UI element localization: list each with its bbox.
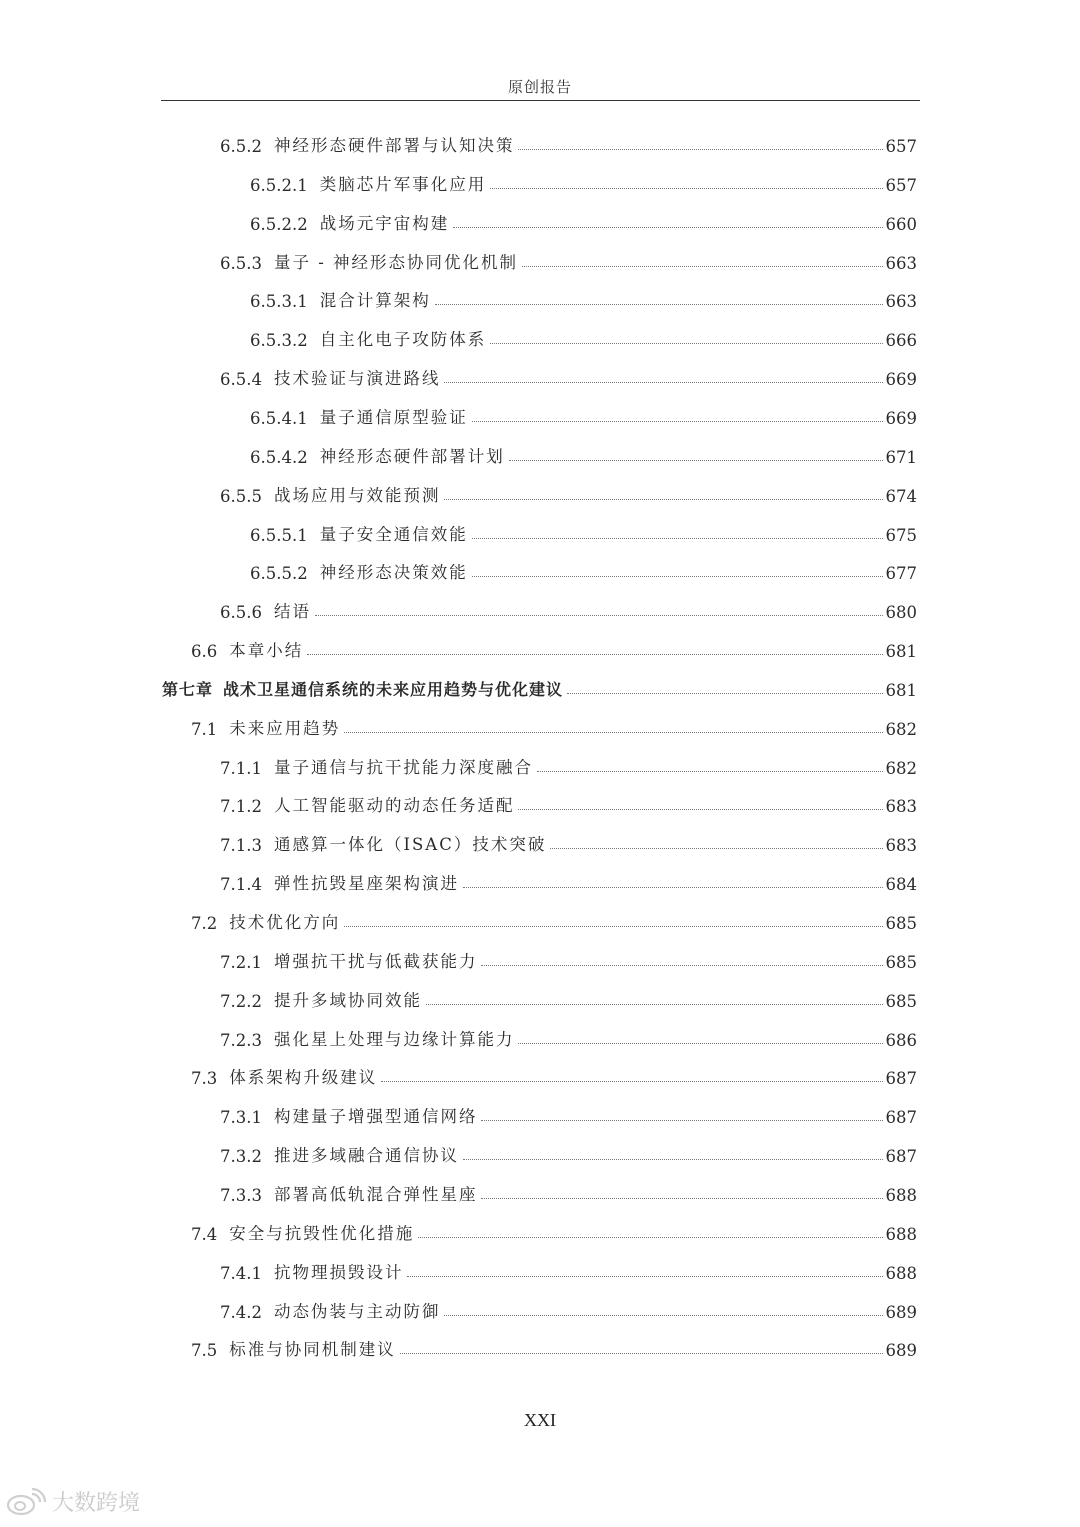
dot-leader (418, 1236, 883, 1238)
toc-entry-title: 量子安全通信效能 (319, 524, 468, 544)
toc-entry-number: 7.2.2 (220, 991, 262, 1011)
toc-entry-number: 6.5.5.1 (250, 525, 308, 545)
toc-entry-title: 结语 (273, 602, 311, 622)
toc-entry (250, 435, 917, 467)
toc-entry-title: 提升多域协同效能 (273, 990, 422, 1010)
dot-leader (490, 342, 883, 344)
watermark-text: 大数跨境 (52, 1491, 141, 1516)
toc-entry (191, 1212, 917, 1244)
toc-entry-title: 技术验证与演进路线 (273, 369, 441, 389)
dot-leader (567, 692, 883, 694)
toc-entry-page: 681 (885, 680, 917, 700)
toc-entry-number: 7.3.3 (220, 1185, 262, 1205)
dot-leader (490, 187, 883, 189)
dot-leader (400, 1352, 883, 1354)
toc-entry-page: 674 (885, 486, 917, 506)
toc-entry-page: 688 (885, 1263, 917, 1283)
toc-entry-page: 687 (885, 1108, 917, 1128)
toc-entry-number: 6.5.6 (220, 603, 262, 623)
toc-entry-title: 弹性抗毁星座架构演进 (273, 874, 459, 894)
toc-entry (220, 1251, 917, 1283)
toc-entry-title: 量子通信原型验证 (319, 407, 468, 427)
dot-leader (518, 148, 883, 150)
toc-entry-title: 技术优化方向 (229, 913, 341, 932)
toc-entry-title: 构建量子增强型通信网络 (273, 1107, 478, 1127)
toc-entry-number: 7.1.1 (220, 758, 262, 778)
dot-leader (522, 265, 883, 267)
toc-entry-page: 660 (885, 214, 917, 234)
toc-entry-page: 669 (885, 408, 917, 428)
toc-entry-number: 7.1.2 (220, 797, 262, 817)
toc-entry (220, 124, 917, 156)
toc-entry-title: 人工智能驱动的动态任务适配 (273, 796, 515, 816)
toc-entry-page: 685 (885, 914, 917, 933)
toc-entry-number: 7.3.2 (220, 1147, 262, 1167)
toc-entry-title: 战术卫星通信系统的未来应用趋势与优化建议 (223, 679, 564, 699)
toc-entry (220, 940, 917, 972)
toc-entry-title: 安全与抗毁性优化措施 (229, 1223, 415, 1243)
toc-entry-number: 7.1 (191, 719, 218, 739)
dot-leader (344, 925, 883, 927)
toc-entry (250, 163, 917, 195)
dot-leader (518, 1042, 883, 1044)
toc-entry-number: 6.5.4.1 (250, 408, 308, 428)
toc-entry-page: 681 (885, 642, 917, 662)
toc-entry-title: 未来应用趋势 (229, 718, 341, 738)
toc-entry (220, 590, 917, 622)
toc-entry (220, 1173, 917, 1205)
toc-entry-page: 657 (885, 137, 917, 156)
toc-entry-number: 6.5.3.1 (250, 292, 308, 312)
toc-entry (220, 1018, 917, 1050)
dot-leader (481, 1119, 883, 1121)
toc-entry-number: 7.3 (191, 1069, 218, 1089)
toc-entry-page: 684 (885, 875, 917, 895)
toc-entry-number: 6.5.4 (220, 370, 262, 390)
toc-entry-number: 7.5 (191, 1341, 218, 1361)
toc-entry-page: 675 (885, 525, 917, 545)
toc-entry-number: 7.3.1 (220, 1108, 262, 1128)
toc-entry-title: 神经形态硬件部署与认知决策 (273, 136, 515, 155)
dot-leader (509, 459, 883, 461)
toc-entry-number: 7.4.2 (220, 1302, 262, 1322)
toc-entry (220, 241, 917, 273)
toc-entry (250, 396, 917, 428)
toc-entry (220, 474, 917, 506)
toc-entry-page: 687 (885, 1069, 917, 1089)
toc-entry-page: 671 (885, 447, 917, 467)
toc-entry-title: 量子通信与抗干扰能力深度融合 (273, 757, 533, 777)
toc-entry-number: 6.5.3.2 (250, 331, 308, 351)
toc-entry-page: 677 (885, 564, 917, 584)
toc-entry-number: 6.6 (191, 642, 218, 662)
dot-leader (435, 303, 883, 305)
toc-entry-number: 7.1.3 (220, 836, 262, 856)
toc-entry-number: 7.2.1 (220, 952, 262, 972)
toc-entry-title: 战场应用与效能预测 (273, 485, 441, 505)
dot-leader (481, 1197, 883, 1199)
dot-leader (444, 1314, 883, 1316)
dot-leader (444, 381, 883, 383)
toc-entry-page: 683 (885, 836, 917, 856)
toc-entry-number: 6.5.3 (220, 253, 262, 273)
page-header-title: 原创报告 (507, 78, 572, 96)
dot-leader (463, 1158, 883, 1160)
dot-leader (344, 731, 883, 733)
toc-entry (220, 823, 917, 855)
toc-entry-page: 683 (885, 797, 917, 817)
toc-entry-number: 7.1.4 (220, 875, 262, 895)
toc-entry-title: 混合计算架构 (319, 291, 431, 311)
toc-entry-page: 663 (885, 253, 917, 273)
dot-leader (537, 770, 883, 772)
dot-leader (550, 847, 883, 849)
toc-entry-title: 动态伪装与主动防御 (273, 1301, 441, 1321)
toc-entry (250, 513, 917, 545)
weibo-logo-icon (6, 1488, 46, 1516)
toc-entry-title: 通感算一体化（ISAC）技术突破 (273, 835, 547, 855)
dot-leader (518, 808, 883, 810)
toc-entry-number: 7.4 (191, 1224, 218, 1244)
toc-entry-page: 669 (885, 370, 917, 390)
toc-entry (220, 979, 917, 1011)
toc-entry-title: 推进多域融合通信协议 (273, 1146, 459, 1166)
header-rule (161, 100, 920, 101)
toc-entry-page: 687 (885, 1147, 917, 1167)
toc-entry-page: 688 (885, 1224, 917, 1244)
toc-entry-number: 6.5.2.1 (250, 175, 308, 195)
dot-leader (307, 653, 883, 655)
dot-leader (472, 575, 883, 577)
toc-entry-page: 685 (885, 991, 917, 1011)
toc-entry-page: 663 (885, 292, 917, 312)
watermark (6, 1486, 140, 1517)
toc-entry-number: 6.5.5 (220, 486, 262, 506)
toc-entry (191, 1328, 917, 1360)
dot-leader (407, 1275, 883, 1277)
toc-entry-title: 神经形态决策效能 (319, 563, 468, 583)
toc-entry-number: 6.5.4.2 (250, 447, 308, 467)
dot-leader (481, 964, 883, 966)
dot-leader (472, 420, 883, 422)
toc-entry-page: 688 (885, 1185, 917, 1205)
toc-chapter-entry (162, 668, 917, 700)
toc-entry-title: 类脑芯片军事化应用 (319, 174, 487, 194)
toc-entry-page: 680 (885, 603, 917, 623)
toc-entry-title: 量子 - 神经形态协同优化机制 (273, 252, 519, 272)
toc-entry-title: 战场元宇宙构建 (319, 213, 450, 233)
dot-leader (453, 226, 883, 228)
toc-entry-page: 666 (885, 331, 917, 351)
toc-entry (220, 1290, 917, 1322)
toc-entry-number: 6.5.5.2 (250, 564, 308, 584)
toc-entry (220, 1095, 917, 1127)
dot-leader (426, 1003, 883, 1005)
toc-entry (250, 318, 917, 350)
dot-leader (381, 1080, 883, 1082)
toc-entry-page: 686 (885, 1030, 917, 1050)
toc-entry-number: 7.2.3 (220, 1030, 262, 1050)
dot-leader (315, 614, 883, 616)
toc-entry-page: 682 (885, 758, 917, 778)
toc-entry (191, 707, 917, 739)
toc-entry-title: 自主化电子攻防体系 (319, 330, 487, 350)
toc-entry-title: 体系架构升级建议 (229, 1068, 378, 1088)
toc-entry-page: 685 (885, 952, 917, 972)
toc-entry-title: 强化星上处理与边缘计算能力 (273, 1029, 515, 1049)
toc-entry-title: 神经形态硬件部署计划 (319, 446, 505, 466)
toc-entry (191, 1056, 917, 1088)
toc-entry-page: 682 (885, 719, 917, 739)
toc-entry-number: 7.2 (191, 914, 218, 933)
toc-entry (250, 551, 917, 583)
toc-entry-title: 标准与协同机制建议 (229, 1340, 396, 1360)
dot-leader (444, 498, 883, 500)
toc-entry (220, 862, 917, 894)
page-number: XXI (524, 1410, 556, 1430)
toc-entry (220, 746, 917, 778)
toc-entry (250, 202, 917, 234)
dot-leader (472, 537, 883, 539)
toc-entry (191, 629, 917, 661)
toc-entry-page: 689 (885, 1341, 917, 1361)
toc-entry-number: 6.5.2.2 (250, 214, 308, 234)
toc-entry (191, 901, 917, 933)
toc-entry (220, 784, 917, 816)
toc-entry (220, 357, 917, 389)
toc-entry-title: 部署高低轨混合弹性星座 (273, 1184, 478, 1204)
toc-entry-number: 6.5.2 (220, 137, 262, 156)
toc-entry-title: 本章小结 (229, 641, 304, 661)
toc-entry (250, 279, 917, 311)
toc-entry-title: 增强抗干扰与低截获能力 (273, 951, 478, 971)
toc-entry-page: 689 (885, 1302, 917, 1322)
toc-entry-number: 第七章 (162, 679, 214, 699)
toc-entry-page: 657 (885, 175, 917, 195)
toc-entry-number: 7.4.1 (220, 1263, 262, 1283)
dot-leader (463, 886, 883, 888)
toc-entry (220, 1134, 917, 1166)
toc-entry-title: 抗物理损毁设计 (273, 1262, 404, 1282)
